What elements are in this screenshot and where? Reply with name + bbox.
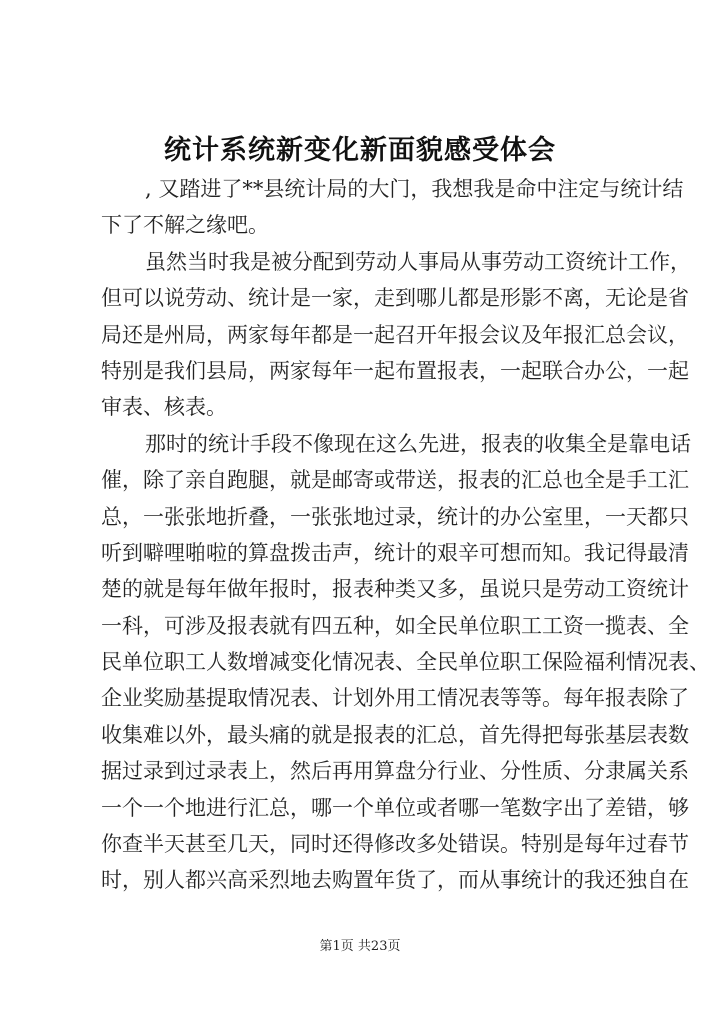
- text-line: 时，别人都兴高采烈地去购置年货了，而从事统计的我还独自在: [101, 868, 689, 893]
- text-line: 一个一个地进行汇总，哪一个单位或者哪一笔数字出了差错，够: [101, 795, 689, 820]
- text-line: 据过录到过录表上，然后再用算盘分行业、分性质、分隶属关系: [101, 759, 689, 784]
- paragraph: [101, 171, 684, 244]
- page-footer: 第1页 共23页: [319, 939, 401, 954]
- text-line: , 又踏进了**县统计局的大门，我想我是命中注定与统计结: [145, 177, 684, 201]
- document-title: 统计系统新变化新面貌感受体会: [164, 135, 556, 166]
- paragraph: [101, 244, 691, 426]
- document-body: [101, 171, 710, 899]
- text-line: 企业奖励基提取情况表、计划外用工情况表等等。每年报表除了: [101, 686, 689, 711]
- text-line: 那时的统计手段不像现在这么先进，报表的收集全是靠电话: [145, 431, 691, 456]
- text-line: 特别是我们县局，两家每年一起布置报表，一起联合办公，一起: [101, 358, 689, 383]
- text-line: 局还是州局，两家每年都是一起召开年报会议及年报汇总会议，: [101, 322, 689, 347]
- text-line: 但可以说劳动、统计是一家，走到哪儿都是形影不离，无论是省: [101, 286, 689, 311]
- text-line: 楚的就是每年做年报时，报表种类又多，虽说只是劳动工资统计: [101, 577, 689, 602]
- text-line: 总，一张张地折叠，一张张地过录，统计的办公室里，一天都只: [101, 504, 689, 529]
- text-line: 催，除了亲自跑腿，就是邮寄或带送，报表的汇总也全是手工汇: [101, 468, 689, 493]
- text-line: 听到噼哩啪啦的算盘拨击声，统计的艰辛可想而知。我记得最清: [101, 540, 689, 565]
- text-line: 民单位职工人数增减变化情况表、全民单位职工保险福利情况表、: [101, 650, 710, 675]
- text-line: 收集难以外，最头痛的就是报表的汇总，首先得把每张基层表数: [101, 722, 689, 747]
- text-line: 一科，可涉及报表就有四五种，如全民单位职工工资一揽表、全: [101, 613, 689, 638]
- text-line: 你查半天甚至几天，同时还得修改多处错误。特别是每年过春节: [101, 832, 689, 857]
- text-line: 下了不解之缘吧。: [101, 213, 269, 238]
- paragraph: [101, 426, 710, 899]
- text-line: 审表、核表。: [101, 395, 227, 420]
- text-line: 虽然当时我是被分配到劳动人事局从事劳动工资统计工作，: [145, 249, 691, 274]
